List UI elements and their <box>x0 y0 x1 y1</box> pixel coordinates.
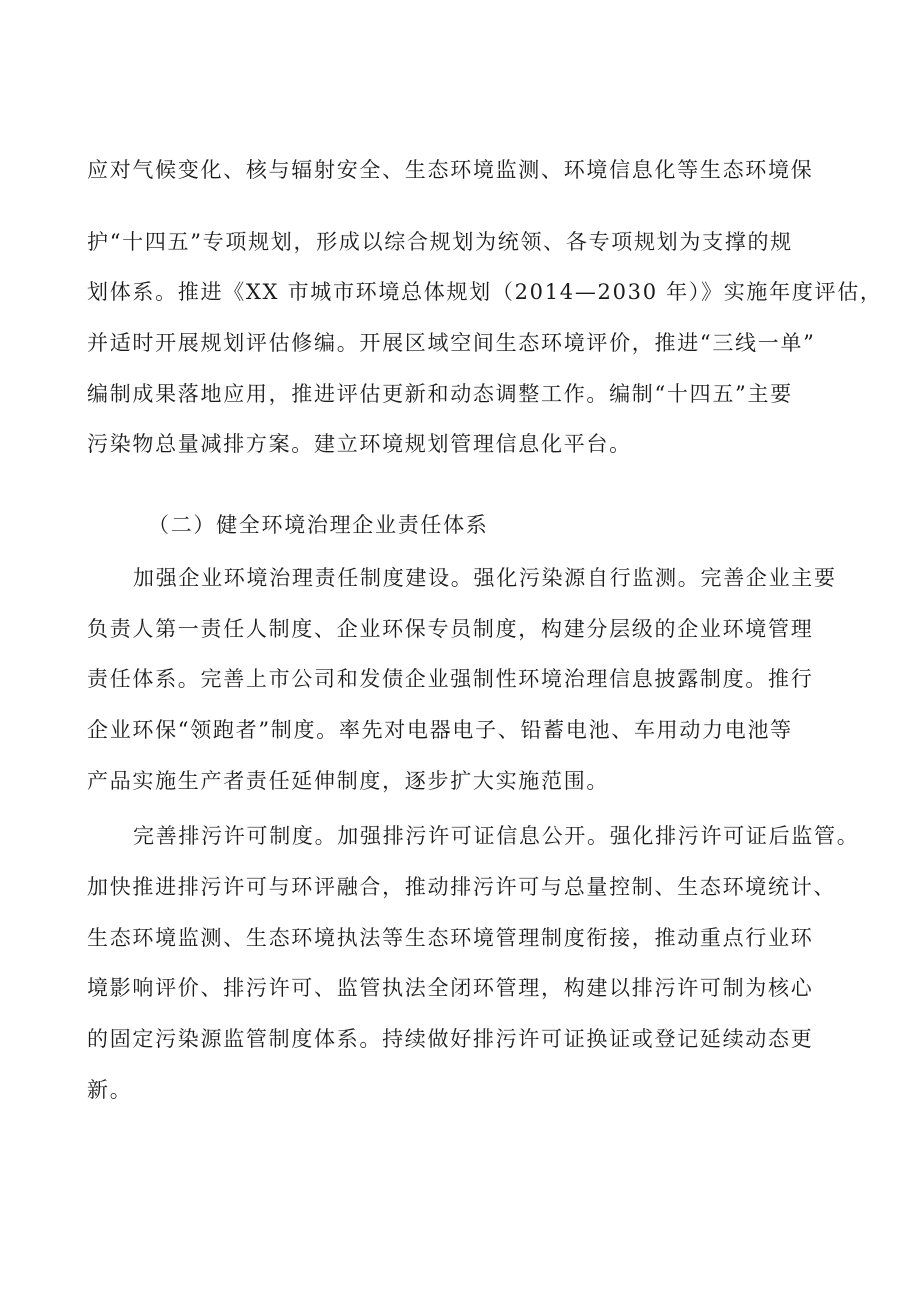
text-line: 应对气候变化、核与辐射安全、生态环境监测、环境信息化等生态环境保 <box>87 158 814 182</box>
text-line: 境影响评价、排污许可、监管执法全闭环管理，构建以排污许可制为核心 <box>87 976 814 1000</box>
text-line: 责任体系。完善上市公司和发债企业强制性环境治理信息披露制度。推行 <box>87 667 814 691</box>
text-line: 企业环保“领跑者”制度。率先对电器电子、铅蓄电池、车用动力电池等 <box>87 718 793 742</box>
text-line: 加快推进排污许可与环评融合，推动排污许可与总量控制、生态环境统计、 <box>87 875 837 899</box>
text-line: 产品实施生产者责任延伸制度，逐步扩大实施范围。 <box>87 769 610 793</box>
text-line: 完善排污许可制度。加强排污许可证信息公开。强化排污许可证后监管。 <box>133 824 860 848</box>
text-line: 生态环境监测、生态环境执法等生态环境管理制度衔接，推动重点行业环 <box>87 926 814 950</box>
text-line: 护“十四五”专项规划，形成以综合规划为统领、各专项规划为支撑的规 <box>87 230 793 254</box>
text-line: 的固定污染源监管制度体系。持续做好排污许可证换证或登记延续动态更 <box>87 1027 814 1051</box>
text-line: 编制成果落地应用，推进评估更新和动态调整工作。编制“十四五”主要 <box>87 382 793 406</box>
text-line: 加强企业环境治理责任制度建设。强化污染源自行监测。完善企业主要 <box>133 566 837 590</box>
text-line: 污染物总量减排方案。建立环境规划管理信息化平台。 <box>87 432 632 456</box>
text-line: 新。 <box>87 1078 133 1102</box>
text-line: 负责人第一责任人制度、企业环保专员制度，构建分层级的企业环境管理 <box>87 617 814 641</box>
section-heading: （二）健全环境治理企业责任体系 <box>148 513 489 537</box>
text-line: 划体系。推进《XX 市城市环境总体规划（2014—2030 年）》实施年度评估， <box>87 280 883 304</box>
text-line: 并适时开展规划评估修编。开展区域空间生态环境评价，推进“三线一单” <box>87 331 816 355</box>
